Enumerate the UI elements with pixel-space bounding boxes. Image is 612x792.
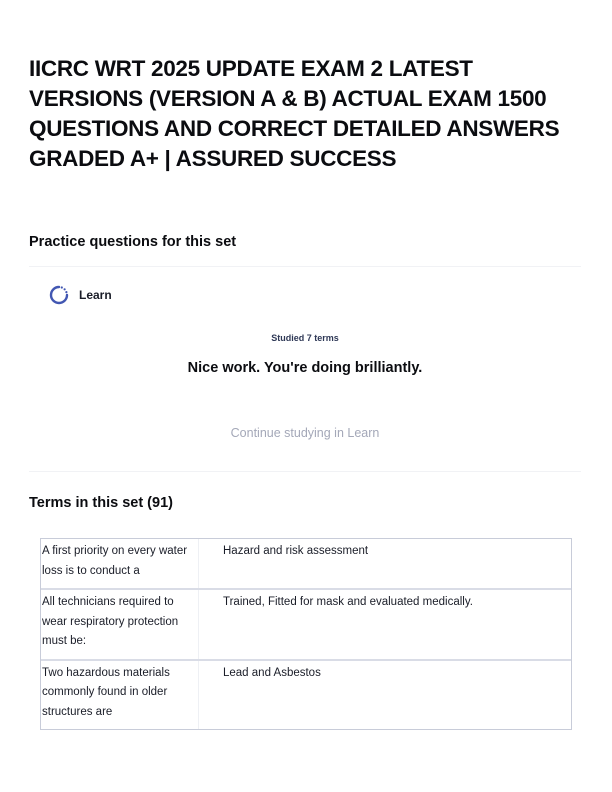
table-row [41, 539, 571, 590]
term-cell: A first priority on every water loss is to conduct a [41, 539, 199, 588]
table-row [41, 590, 571, 661]
term-cell: All technicians required to wear respiratory protection must be: [41, 590, 199, 659]
learn-label: Learn [79, 288, 112, 302]
definition-cell: Lead and Asbestos [223, 666, 321, 679]
praise-message: Nice work. You're doing brilliantly. [187, 360, 423, 376]
terms-heading: Terms in this set (91) [29, 495, 173, 511]
practice-card [29, 266, 581, 472]
practice-heading: Practice questions for this set [29, 234, 237, 250]
definition-cell: Trained, Fitted for mask and evaluated medically. [223, 596, 473, 608]
continue-learn-link[interactable]: Continue studying in Learn [230, 426, 380, 440]
terms-table [40, 538, 572, 730]
studied-count: Studied 7 terms [271, 333, 339, 343]
definition-cell: Hazard and risk assessment [223, 545, 369, 557]
learn-progress-icon [48, 284, 70, 306]
table-row [41, 661, 571, 730]
learn-mode-button[interactable] [48, 284, 112, 306]
term-cell: Two hazardous materials commonly found in older structures are [41, 661, 199, 730]
document-title: IICRC WRT 2025 UPDATE EXAM 2 LATEST VERSIONS (VERSION A & B) ACTUAL EXAM 1500 QUESTIONS AND CORRECT DETAILED ANSWERS GRADED A+ | ASSURED SUCCESS [29, 56, 560, 171]
